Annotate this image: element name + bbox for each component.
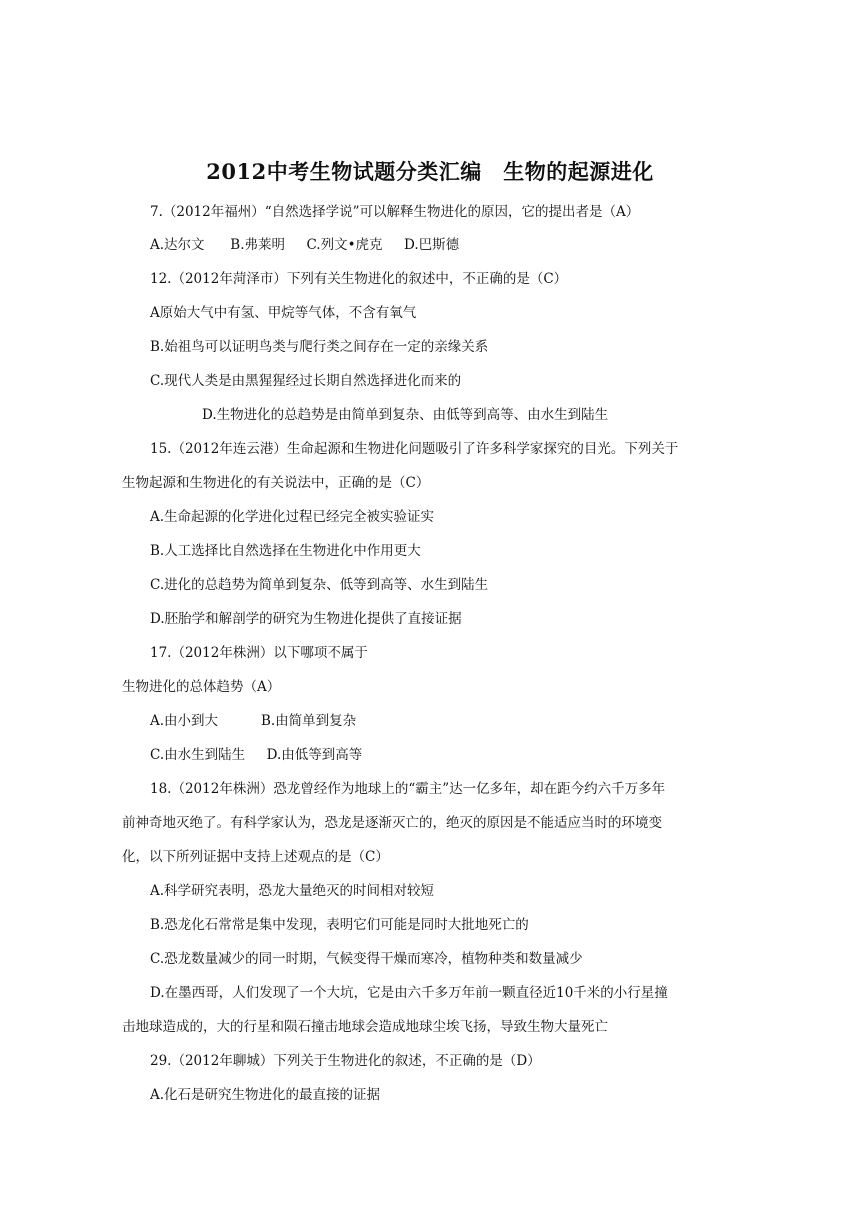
question-18-stem-line-1: 18.（2012年株洲）恐龙曾经作为地球上的“霸主”达一亿多年，却在距今约六千万多年 — [150, 781, 666, 797]
question-18-stem-line-2: 前神奇地灭绝了。有科学家认为，恐龙是逐渐灭亡的，绝灭的原因是不能适应当时的环境变 — [122, 815, 662, 831]
question-7-options: A.达尔文 B.弗莱明 C.列文•虎克 D.巴斯德 — [150, 237, 460, 253]
question-12-option-c: C.现代人类是由黑猩猩经过长期自然选择进化而来的 — [150, 373, 462, 389]
question-15-option-d: D.胚胎学和解剖学的研究为生物进化提供了直接证据 — [150, 611, 462, 627]
question-18-option-b: B.恐龙化石常常是集中发现，表明它们可能是同时大批地死亡的 — [150, 917, 529, 933]
question-29-option-a: A.化石是研究生物进化的最直接的证据 — [150, 1087, 381, 1103]
question-18-option-d-line-1: D.在墨西哥，人们发现了一个大坑，它是由六千多万年前一颗直径近10千米的小行星撞 — [150, 985, 668, 1001]
question-17-stem-line-2: 生物进化的总体趋势（A） — [122, 679, 281, 695]
question-18-option-a: A.科学研究表明，恐龙大量绝灭的时间相对较短 — [150, 883, 435, 899]
question-15-option-c: C.进化的总趋势为简单到复杂、低等到高等、水生到陆生 — [150, 577, 489, 593]
question-17-options-cd: C.由水生到陆生 D.由低等到高等 — [150, 747, 363, 763]
question-12-option-d: D.生物进化的总趋势是由简单到复杂、由低等到高等、由水生到陆生 — [202, 407, 609, 423]
question-18-option-d-line-2: 击地球造成的，大的行星和陨石撞击地球会造成地球尘埃飞扬，导致生物大量死亡 — [122, 1019, 608, 1035]
document-title: 2012中考生物试题分类汇编 生物的起源进化 — [206, 159, 654, 184]
question-15-stem-line-1: 15.（2012年连云港）生命起源和生物进化问题吸引了许多科学家探究的目光。下列关于 — [150, 441, 679, 457]
question-15-option-b: B.人工选择比自然选择在生物进化中作用更大 — [150, 543, 421, 559]
question-29-stem: 29.（2012年聊城）下列关于生物进化的叙述，不正确的是（D） — [150, 1053, 541, 1069]
question-17-stem-line-1: 17.（2012年株洲）以下哪项不属于 — [150, 645, 368, 661]
question-17-options-ab: A.由小到大 B.由简单到复杂 — [150, 713, 357, 729]
question-7-stem: 7.（2012年福州）“自然选择学说”可以解释生物进化的原因，它的提出者是（A） — [150, 204, 640, 220]
question-12-option-b: B.始祖鸟可以证明鸟类与爬行类之间存在一定的亲缘关系 — [150, 339, 489, 355]
question-12-stem: 12.（2012年菏泽市）下列有关生物进化的叙述中，不正确的是（C） — [150, 271, 568, 287]
question-12-option-a: A原始大气中有氢、甲烷等气体，不含有氧气 — [150, 305, 417, 321]
question-15-option-a: A.生命起源的化学进化过程已经完全被实验证实 — [150, 509, 435, 525]
question-18-stem-line-3: 化，以下所列证据中支持上述观点的是（C） — [122, 849, 389, 865]
question-15-stem-line-2: 生物起源和生物进化的有关说法中，正确的是（C） — [122, 475, 430, 491]
question-18-option-c: C.恐龙数量减少的同一时期，气候变得干燥而寒冷，植物种类和数量减少 — [150, 951, 583, 967]
